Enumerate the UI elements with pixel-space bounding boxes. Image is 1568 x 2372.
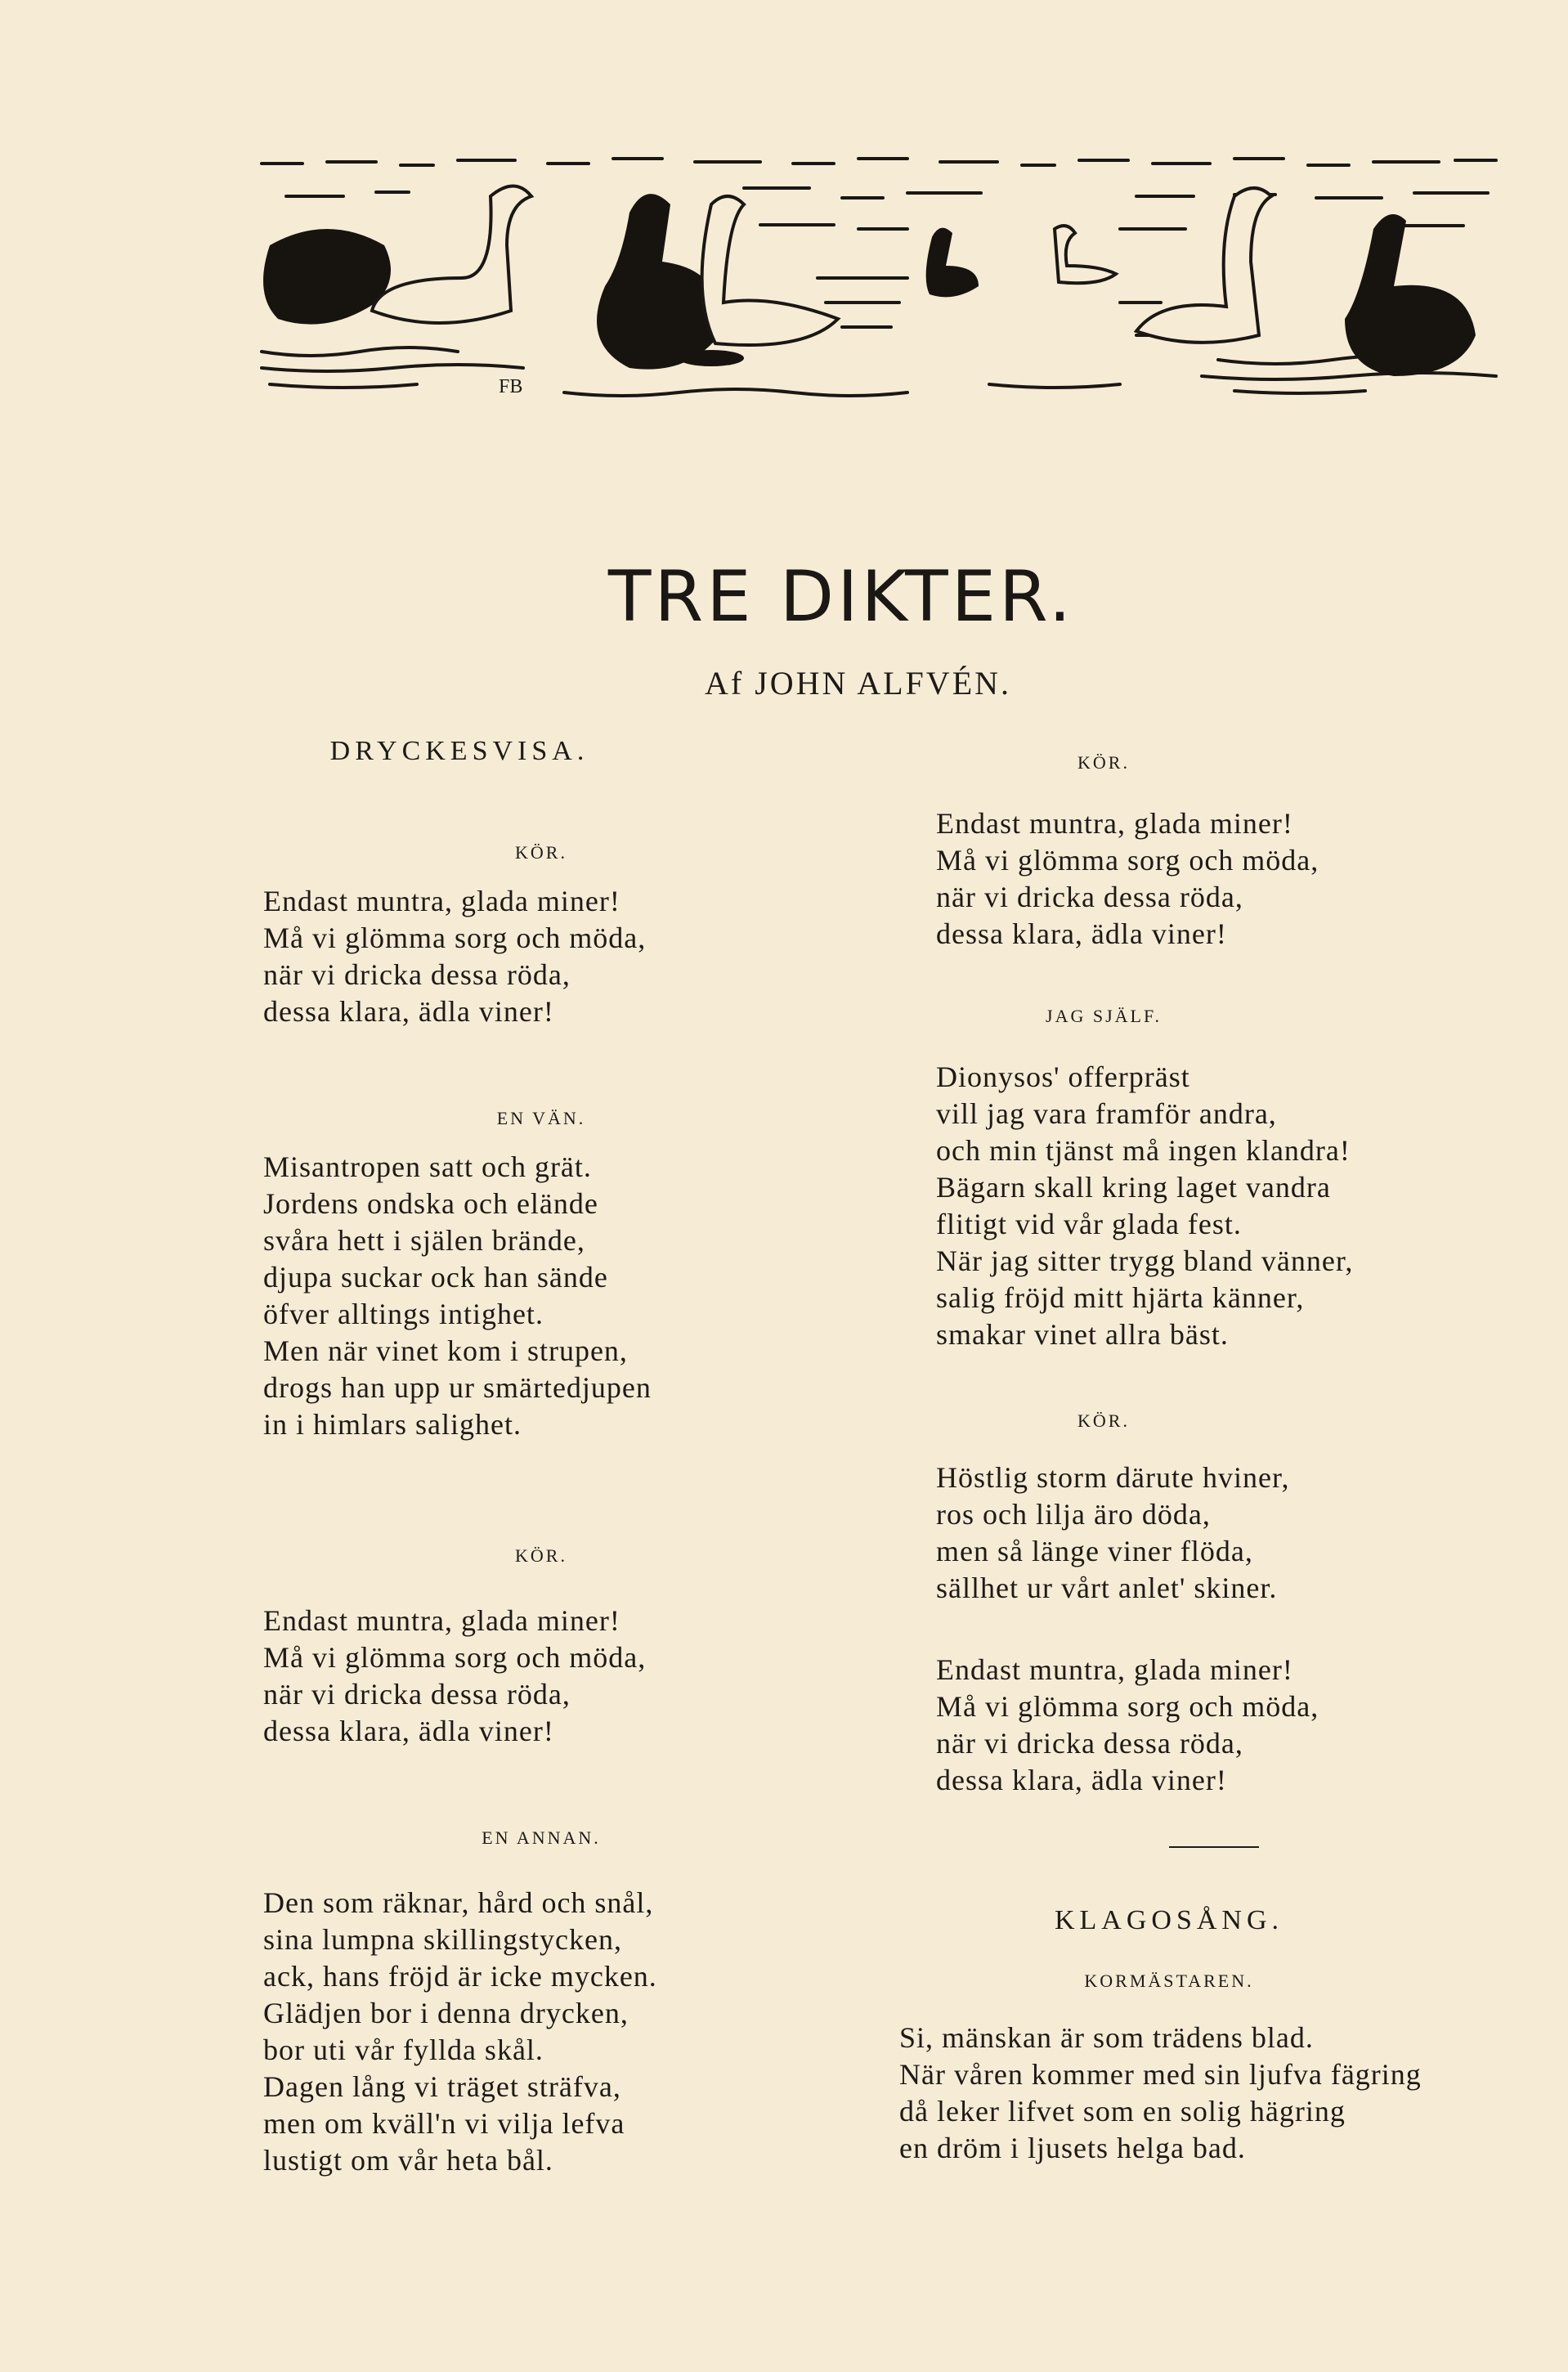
- line: salig fröjd mitt hjärta känner,: [936, 1281, 1305, 1314]
- line: en dröm i ljusets helga bad.: [899, 2132, 1246, 2164]
- line: dessa klara, ädla viner!: [936, 917, 1227, 950]
- role-jag-sjalf: JAG SJÄLF.: [1046, 1006, 1162, 1026]
- swan-banner-illustration: [253, 147, 1512, 409]
- line: bor uti vår fyllda skål.: [263, 2033, 544, 2066]
- stanza-klagosang: [899, 2020, 1422, 2167]
- line: ros och lilja äro döda,: [936, 1498, 1211, 1531]
- line: då leker lifvet som en solig hägring: [899, 2095, 1346, 2128]
- line: Men när vinet kom i strupen,: [263, 1334, 628, 1367]
- line: sina lumpna skillingstycken,: [263, 1923, 622, 1956]
- stanza-6: [936, 1059, 1353, 1353]
- line: Den som räknar, hård och snål,: [263, 1886, 654, 1919]
- line: och min tjänst må ingen klandra!: [936, 1134, 1351, 1167]
- line: Endast muntra, glada miner!: [936, 1653, 1293, 1686]
- line: När våren kommer med sin ljufva fägring: [899, 2058, 1422, 2091]
- line: men så länge viner flöda,: [936, 1535, 1253, 1567]
- stanza-7: [936, 1460, 1290, 1607]
- line: Jordens ondska och elände: [263, 1187, 598, 1220]
- line: sällhet ur vårt anlet' skiner.: [936, 1572, 1278, 1604]
- line: när vi dricka dessa röda,: [263, 958, 571, 991]
- line: när vi dricka dessa röda,: [263, 1678, 571, 1711]
- byline-author: JOHN ALFVÉN.: [755, 665, 1012, 702]
- stanza-4: [263, 1885, 657, 2179]
- line: djupa suckar ock han sände: [263, 1261, 608, 1294]
- line: När jag sitter trygg bland vänner,: [936, 1244, 1354, 1277]
- line: flitigt vid vår glada fest.: [936, 1208, 1242, 1240]
- line: Dionysos' offerpräst: [936, 1060, 1190, 1093]
- role-kor-1: KÖR.: [515, 842, 567, 863]
- line: dessa klara, ädla viner!: [263, 1715, 554, 1747]
- role-kor-3: KÖR.: [1077, 752, 1130, 773]
- byline: [705, 664, 1011, 702]
- line: Må vi glömma sorg och möda,: [263, 921, 647, 954]
- line: Misantropen satt och grät.: [263, 1150, 592, 1183]
- line: dessa klara, ädla viner!: [936, 1764, 1227, 1796]
- line: Endast muntra, glada miner!: [936, 807, 1293, 840]
- role-kormastaren: KORMÄSTAREN.: [1084, 1971, 1254, 1991]
- line: ack, hans fröjd är icke mycken.: [263, 1960, 657, 1993]
- line: smakar vinet allra bäst.: [936, 1318, 1229, 1351]
- line: Må vi glömma sorg och möda,: [936, 844, 1319, 877]
- line: Dagen lång vi träget sträfva,: [263, 2070, 621, 2103]
- line: lustigt om vår heta bål.: [263, 2144, 553, 2177]
- poem-title-dryckesvisa: DRYCKESVISA.: [329, 736, 589, 766]
- line: Må vi glömma sorg och möda,: [263, 1641, 647, 1674]
- byline-prefix: Af: [705, 665, 745, 702]
- line: svåra hett i själen brände,: [263, 1224, 585, 1257]
- role-en-van: EN VÄN.: [496, 1108, 586, 1128]
- stanza-1: [263, 883, 646, 1030]
- line: Endast muntra, glada miner!: [263, 1604, 620, 1637]
- stanza-8: [936, 1652, 1319, 1799]
- line: Bägarn skall kring laget vandra: [936, 1171, 1331, 1204]
- line: in i himlars salighet.: [263, 1408, 522, 1441]
- line: Glädjen bor i denna drycken,: [263, 1997, 629, 2029]
- stanza-3: [263, 1603, 646, 1750]
- role-kor-4: KÖR.: [1077, 1410, 1130, 1431]
- page-title: TRE DIKTER.: [607, 556, 1075, 638]
- line: men om kväll'n vi vilja lefva: [263, 2107, 625, 2140]
- poem-title-klagosang: KLAGOSÅNG.: [1054, 1905, 1284, 1935]
- line: Må vi glömma sorg och möda,: [936, 1690, 1319, 1723]
- role-kor-2: KÖR.: [515, 1545, 567, 1566]
- line: öfver alltings intighet.: [263, 1298, 544, 1330]
- line: Höstlig storm därute hviner,: [936, 1461, 1290, 1494]
- stanza-5: [936, 805, 1319, 953]
- line: när vi dricka dessa röda,: [936, 881, 1243, 913]
- line: vill jag vara framför andra,: [936, 1097, 1277, 1130]
- line: dessa klara, ädla viner!: [263, 995, 554, 1028]
- monogram: FB: [499, 376, 523, 397]
- stanza-2: [263, 1149, 652, 1443]
- line: Si, mänskan är som trädens blad.: [899, 2021, 1314, 2054]
- role-en-annan: EN ANNAN.: [482, 1827, 601, 1848]
- section-divider: [1169, 1846, 1259, 1848]
- line: när vi dricka dessa röda,: [936, 1727, 1243, 1760]
- line: drogs han upp ur smärtedjupen: [263, 1371, 652, 1404]
- line: Endast muntra, glada miner!: [263, 885, 620, 917]
